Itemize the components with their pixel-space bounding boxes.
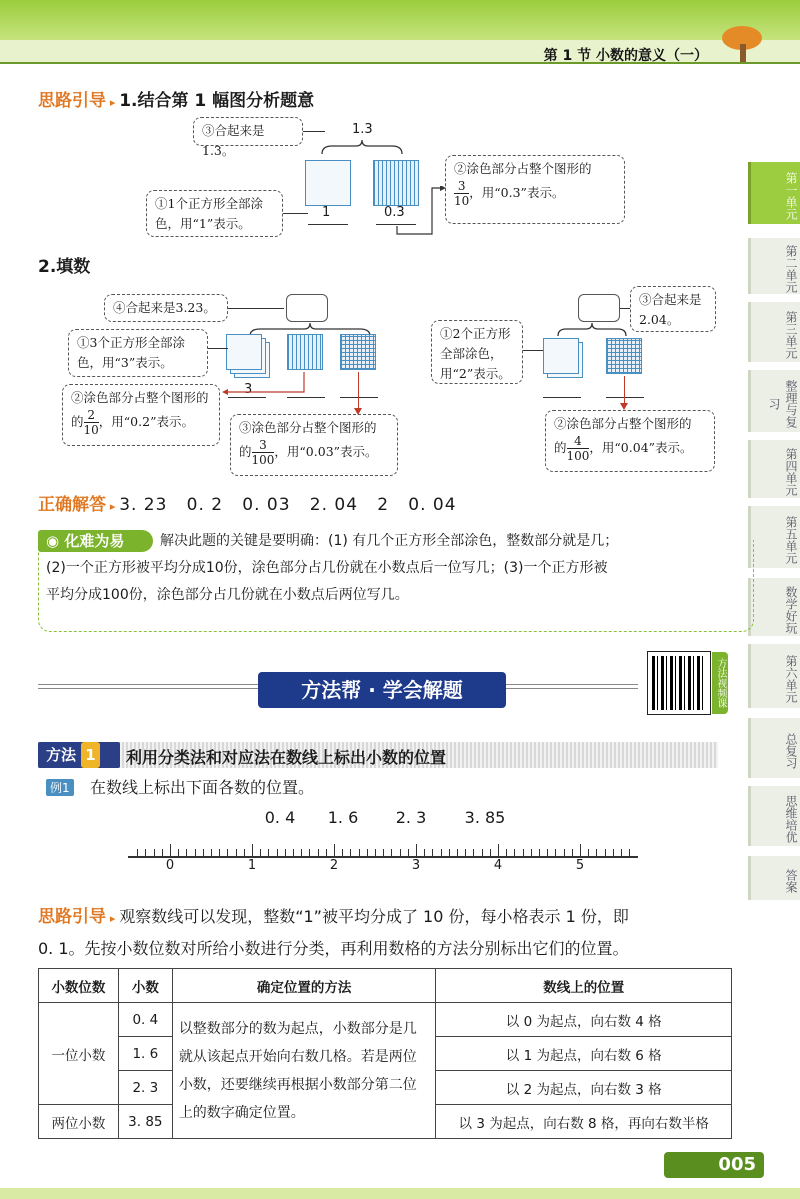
tip-line-3: 平均分成100份，涂色部分占几份就在小数点后两位写几。 xyxy=(46,587,409,603)
denominator: 10 xyxy=(454,194,470,208)
unit-tab[interactable]: 第一单元 xyxy=(748,162,800,224)
number-line-tick xyxy=(473,849,474,857)
number-line-tick xyxy=(482,849,483,857)
number-line-major-tick xyxy=(334,844,335,857)
number-line-tick xyxy=(309,849,310,857)
tip-line-1: 解决此题的关键是要明确：(1) 有几个正方形全部涂色，整数部分就是几； xyxy=(160,533,619,549)
number-line-major-tick xyxy=(252,844,253,857)
note-text: ②涂色部分占整个图形的 xyxy=(454,161,592,176)
number-line-tick xyxy=(588,849,589,857)
number-line-tick xyxy=(383,849,384,857)
fig3-note-total: ③合起来是2.04。 xyxy=(630,286,716,332)
fig3-answer-box xyxy=(578,294,620,322)
table-cell: 以 0 为起点，向右数 4 格 xyxy=(436,1003,732,1037)
number-line-tick xyxy=(318,849,319,857)
number-line-tick xyxy=(564,849,565,857)
fig1-one-label: 1 xyxy=(322,205,331,220)
note-text: 的 xyxy=(239,444,252,459)
fig2-arrow-tenth xyxy=(220,370,310,400)
fig1-connector xyxy=(303,131,325,132)
table-cell: 两位小数 xyxy=(39,1105,119,1139)
number-line-tick xyxy=(621,849,622,857)
fig3-arrowhead xyxy=(620,403,628,410)
fraction xyxy=(454,179,469,208)
unit-tab[interactable]: 第四单元 xyxy=(748,440,800,498)
fig3-arrow-hund xyxy=(624,376,625,406)
number-line-tick xyxy=(137,849,138,857)
fig1-note-whole: ①1个正方形全部涂色，用“1”表示。 xyxy=(146,190,283,237)
number-line-tick xyxy=(186,849,187,857)
tip-badge-text: 化难为易 xyxy=(64,532,125,550)
fig1-note-part xyxy=(445,155,625,224)
number-line-tick xyxy=(162,849,163,857)
guide-1-title: 1.结合第 1 幅图分析题意 xyxy=(119,91,315,111)
qr-caption: 方法视频课 xyxy=(712,652,728,714)
number-line-tick xyxy=(350,849,351,857)
answer-text: 3. 23 0. 2 0. 03 2. 04 2 0. 04 xyxy=(119,495,457,515)
unit-tab[interactable]: 总复习 xyxy=(748,718,800,778)
banner-title: 方法帮 · 学会解题 xyxy=(258,672,506,708)
table-cell: 以 3 为起点，向右数 8 格，再向右数半格 xyxy=(436,1105,732,1139)
fig2-square-c xyxy=(226,334,262,370)
triangle-icon: ▸ xyxy=(106,500,120,513)
number-line-label: 0 xyxy=(165,858,175,873)
number-line-tick xyxy=(268,849,269,857)
unit-tab[interactable]: 第三单元 xyxy=(748,302,800,362)
number-line-major-tick xyxy=(170,844,171,857)
table-cell: 3. 85 xyxy=(118,1105,172,1139)
table-header: 小数位数 xyxy=(39,969,119,1003)
fig2-connector xyxy=(228,308,284,309)
number-line-tick xyxy=(277,849,278,857)
method-table xyxy=(38,968,732,1139)
unit-tab[interactable]: 第五单元 xyxy=(748,506,800,568)
table-cell: 一位小数 xyxy=(39,1003,119,1105)
table-cell: 1. 6 xyxy=(118,1037,172,1071)
number-line-tick xyxy=(145,849,146,857)
fig2-tenths-square xyxy=(287,334,323,370)
triangle-icon: ▸ xyxy=(106,96,120,109)
number-line-tick xyxy=(408,849,409,857)
fig1-arrow-path xyxy=(396,186,448,238)
number-line-tick xyxy=(342,849,343,857)
table-row xyxy=(39,1003,732,1037)
fig1-brace xyxy=(320,138,404,156)
fill-title: 2.填数 xyxy=(38,257,91,277)
number-line-label: 2 xyxy=(329,858,339,873)
note-text: ②涂色部分占整个图形的 xyxy=(554,416,692,431)
number-line-tick xyxy=(375,849,376,857)
number-line-tick xyxy=(154,849,155,857)
fig2-note-tenth xyxy=(62,384,220,446)
table-cell: 以 1 为起点，向右数 6 格 xyxy=(436,1037,732,1071)
fig3-note-whole: ①2个正方形全部涂色，用“2”表示。 xyxy=(431,320,523,384)
fig2-connector-2 xyxy=(208,348,228,349)
number-line-tick xyxy=(465,849,466,857)
guide-2-line-1: 观察数线可以发现，整数“1”被平均分成了 10 份，每小格表示 1 份，即 xyxy=(119,907,629,926)
denominator: 100 xyxy=(566,449,590,463)
answer-label: 正确解答 xyxy=(38,495,106,515)
example-title: 在数线上标出下面各数的位置。 xyxy=(90,778,315,797)
guide-2 xyxy=(38,902,758,964)
fig1-whole-square xyxy=(305,160,351,206)
number-line-tick xyxy=(293,849,294,857)
tip-line-2: (2)一个正方形被平均分成10份，涂色部分占几份就在小数点后一位写几；(3)一个正方形被 xyxy=(46,560,608,576)
example-number: 1. 6 xyxy=(327,808,359,827)
fig3-underline-1 xyxy=(543,397,581,398)
number-line-tick xyxy=(613,849,614,857)
guide-label: 思路引导 xyxy=(38,91,106,111)
number-line-tick xyxy=(301,849,302,857)
example-tag: 例1 xyxy=(46,779,74,796)
number-line-label: 5 xyxy=(575,858,585,873)
footer-band xyxy=(0,1188,800,1199)
method-tag-text: 方法 xyxy=(46,746,77,764)
table-method-cell: 以整数部分的数为起点，小数部分是几就从该起点开始向右数几格。若是两位小数，还要继续再根据小数部分第二位上的数字确定位置。 xyxy=(172,1003,436,1139)
number-line-major-tick xyxy=(580,844,581,857)
denominator: 10 xyxy=(83,423,99,437)
number-line-tick xyxy=(359,849,360,857)
note-text: 的 xyxy=(71,414,84,429)
fig2-note-whole: ①3个正方形全部涂色，用“3”表示。 xyxy=(68,329,208,377)
number-line-label: 1 xyxy=(247,858,257,873)
fig3-connector xyxy=(620,308,630,309)
fig2-note-hund xyxy=(230,414,398,476)
number-line-tick xyxy=(523,849,524,857)
number-line-tick xyxy=(391,849,392,857)
fig3-connector-2 xyxy=(523,350,543,351)
number-line-tick xyxy=(195,849,196,857)
number-line-tick xyxy=(211,849,212,857)
number-line-tick xyxy=(260,849,261,857)
unit-tab[interactable]: 数学好玩 xyxy=(748,578,800,636)
example-number: 0. 4 xyxy=(264,808,296,827)
method-number: 1 xyxy=(81,742,99,768)
table-header: 小数 xyxy=(118,969,172,1003)
numerator: 4 xyxy=(567,434,590,449)
method-tag xyxy=(38,742,120,768)
numerator: 2 xyxy=(84,408,99,423)
page-number: 005 xyxy=(664,1152,764,1178)
bulb-icon: ◉ xyxy=(46,532,65,550)
fraction xyxy=(567,434,590,463)
number-line-tick xyxy=(326,849,327,857)
note-text: ，用“0.2”表示。 xyxy=(98,414,194,429)
fig2-arrowhead xyxy=(354,408,362,415)
fraction xyxy=(84,408,99,437)
number-line-tick xyxy=(629,849,630,857)
fig1-connector-2 xyxy=(283,213,308,214)
number-line-tick xyxy=(514,849,515,857)
fig1-note-total: ③合起来是1.3。 xyxy=(193,117,303,146)
fig3-square-b xyxy=(543,338,579,374)
triangle-icon: ▸ xyxy=(106,912,120,925)
fig3-hundredths-square xyxy=(606,338,642,374)
note-text: ，用“0.03”表示。 xyxy=(274,444,378,459)
number-line-tick xyxy=(441,849,442,857)
fig3-note-hund xyxy=(545,410,715,472)
numerator: 3 xyxy=(454,179,469,194)
number-line-tick xyxy=(285,849,286,857)
fig2-hundredths-square xyxy=(340,334,376,370)
tree-trunk-icon xyxy=(740,44,746,62)
fig1-point3-label: 0.3 xyxy=(384,205,405,220)
number-line-tick xyxy=(531,849,532,857)
table-cell: 以 2 为起点，向右数 3 格 xyxy=(436,1071,732,1105)
unit-tab[interactable]: 整理与复习 xyxy=(748,370,800,432)
table-header: 确定位置的方法 xyxy=(172,969,436,1003)
number-line-tick xyxy=(555,849,556,857)
fig2-arrow-hund xyxy=(358,372,359,412)
section-title: 第 1 节 小数的意义（一） xyxy=(543,48,708,64)
tip-badge xyxy=(38,530,153,552)
answer-row xyxy=(38,490,457,515)
number-line-tick xyxy=(367,849,368,857)
note-text: ②涂色部分占整个图形的 xyxy=(71,390,209,405)
number-line-tick xyxy=(219,849,220,857)
denominator: 100 xyxy=(251,453,275,467)
note-text: 的 xyxy=(554,440,567,455)
fig1-total-label: 1.3 xyxy=(352,122,373,137)
number-line-tick xyxy=(605,849,606,857)
number-line-tick xyxy=(572,849,573,857)
number-line-label: 3 xyxy=(411,858,421,873)
number-line-tick xyxy=(227,849,228,857)
method-title: 利用分类法和对应法在数线上标出小数的位置 xyxy=(126,748,447,767)
number-line-tick xyxy=(457,849,458,857)
number-line-tick xyxy=(539,849,540,857)
number-line-tick xyxy=(178,849,179,857)
header-band xyxy=(0,0,800,40)
table-cell: 2. 3 xyxy=(118,1071,172,1105)
number-line xyxy=(128,838,638,878)
number-line-tick xyxy=(490,849,491,857)
note-text: ③涂色部分占整个图形的 xyxy=(239,420,377,435)
guide-2-line-2: 0. 1。先按小数位数对所给小数进行分类，再利用数格的方法分别标出它们的位置。 xyxy=(38,939,629,958)
fig2-answer-box xyxy=(286,294,328,322)
fig1-underline-1 xyxy=(308,224,348,225)
table-cell: 0. 4 xyxy=(118,1003,172,1037)
fig2-note-total: ④合起来是3.23。 xyxy=(104,294,228,322)
number-line-tick xyxy=(244,849,245,857)
number-line-tick xyxy=(424,849,425,857)
number-line-tick xyxy=(236,849,237,857)
note-text: ，用“0.3”表示。 xyxy=(469,185,565,200)
table-header: 数线上的位置 xyxy=(436,969,732,1003)
unit-tab[interactable]: 答案 xyxy=(748,856,800,900)
fig2-three-label: 3 xyxy=(244,382,253,397)
number-line-tick xyxy=(449,849,450,857)
fig3-brace xyxy=(556,322,628,338)
unit-tab[interactable]: 思维培优 xyxy=(748,786,800,846)
numerator: 3 xyxy=(252,438,275,453)
number-line-tick xyxy=(506,849,507,857)
unit-tab[interactable]: 第六单元 xyxy=(748,644,800,708)
number-line-tick xyxy=(400,849,401,857)
example-number: 3. 85 xyxy=(464,808,506,827)
unit-tab[interactable]: 第二单元 xyxy=(748,238,800,294)
number-line-major-tick xyxy=(416,844,417,857)
example-number: 2. 3 xyxy=(395,808,427,827)
qr-code-icon[interactable] xyxy=(648,652,710,714)
number-line-major-tick xyxy=(498,844,499,857)
note-text: ，用“0.04”表示。 xyxy=(589,440,693,455)
number-line-label: 4 xyxy=(493,858,503,873)
number-line-tick xyxy=(547,849,548,857)
number-line-tick xyxy=(203,849,204,857)
fraction xyxy=(252,438,275,467)
number-line-tick xyxy=(596,849,597,857)
guide-1 xyxy=(38,86,314,111)
guide-label: 思路引导 xyxy=(38,907,106,927)
number-line-tick xyxy=(432,849,433,857)
